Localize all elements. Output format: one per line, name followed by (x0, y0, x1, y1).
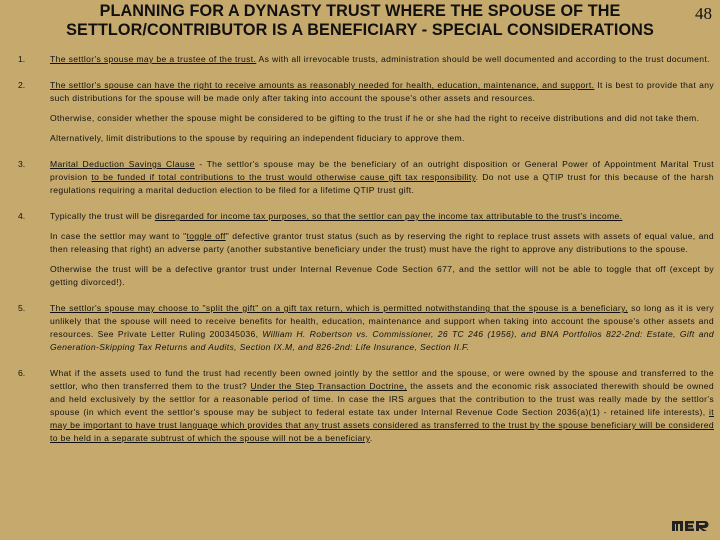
item-number: 6. (18, 368, 26, 378)
item-paragraph: Typically the trust will be disregarded for income tax purposes, so that the settlor can pay the income tax attributable to the trust's income. (50, 211, 623, 221)
list-item-1 (18, 53, 714, 73)
item-number: 1. (18, 54, 26, 64)
item-paragraph: Alternatively, limit distributions to the spouse by requiring an independent fiduciary to approve them. (50, 133, 465, 143)
item-paragraph: The settlor's spouse can have the right to receive amounts as reasonably needed for health, education, maintenance, and support. It is best to provide that any such distributions for the spouse will be made only after taking into account the spouse's other assets and resources. (50, 80, 714, 103)
item-number: 2. (18, 80, 26, 90)
item-paragraph: Otherwise the trust will be a defective grantor trust under Internal Revenue Code Section 677, and the settlor will not be able to toggle that off (except by getting divorced!). (50, 264, 714, 287)
mer-logo-icon (672, 518, 712, 534)
list-item-3 (18, 158, 714, 204)
list-item-5 (18, 302, 714, 361)
page-number: 48 (695, 4, 712, 23)
page-title (20, 2, 700, 40)
list-item-6 (18, 367, 714, 452)
title-line-1: PLANNING FOR A DYNASTY TRUST WHERE THE SPOUSE OF THE (99, 2, 621, 20)
list-item-2 (18, 79, 714, 152)
title-line-2: SETTLOR/CONTRIBUTOR IS A BENEFICIARY - SPECIAL CONSIDERATIONS (66, 21, 654, 39)
item-paragraph: The settlor's spouse may choose to "split the gift" on a gift tax return, which is permitted notwithstanding that the spouse is a beneficiary, so long as it is very unlikely that the spouse will need to receive benefits for health, education, maintenance and support when taking into account the spouse's other assets and resources. See Private Letter Ruling 200345036, William H. Robertson vs. Commissioner, 26 TC 246 (1956), and BNA Portfolios 822-2nd: Estate, Gift and Generation-Skipping Tax Returns and Audits, Section IX.M, and 826-2nd: Life Insurance, Section II.F. (50, 303, 714, 352)
content-list (18, 53, 714, 458)
item-paragraph: Otherwise, consider whether the spouse might be considered to be gifting to the trust if he or she had the right to receive distributions and did not take them. (50, 113, 700, 123)
item-number: 3. (18, 159, 26, 169)
item-paragraph: In case the settlor may want to "toggle off" defective grantor trust status (such as by reserving the right to replace trust assets with assets of equal value, and then releasing that right) an adverse party (another substantive beneficiary under the trust) must have the right to approve any distributions to the spouse. (50, 231, 715, 254)
item-number: 5. (18, 303, 26, 313)
item-number: 4. (18, 211, 26, 221)
item-paragraph: Marital Deduction Savings Clause - The settlor's spouse may be the beneficiary of an outright disposition or General Power of Appointment Marital Trust provision to be funded if total contributions to the trust would otherwise cause gift tax responsibility. Do not use a QTIP trust for this because of the harsh regulations requiring a marital deduction election to be filed for a lifetime QTIP trust gift. (50, 159, 715, 195)
item-paragraph: What if the assets used to fund the trust had recently been owned jointly by the settlor and the spouse, or were owned by the spouse and transferred to the settlor, who then transferred them to the trust? Under the Step Transaction Doctrine, the assets and the economic risk associated therewith should be owned and held exclusively by the settlor for a reasonable period of time. In case the IRS argues that the contribution to the trust was really made by the settlor's spouse (in which event the settlor's spouse may be subject to federal estate tax under Internal Revenue Code Section 2036(a)(1) - retained life interests), it may be important to have trust language which provides that any trust assets considered as transferred to the trust by the spouse beneficiary will be considered to be held in a separate subtrust of which the spouse will not be a beneficiary. (50, 368, 715, 443)
item-paragraph: The settlor's spouse may be a trustee of the trust. As with all irrevocable trusts, administration should be well documented and according to the trust document. (50, 54, 710, 64)
list-item-4 (18, 210, 714, 296)
